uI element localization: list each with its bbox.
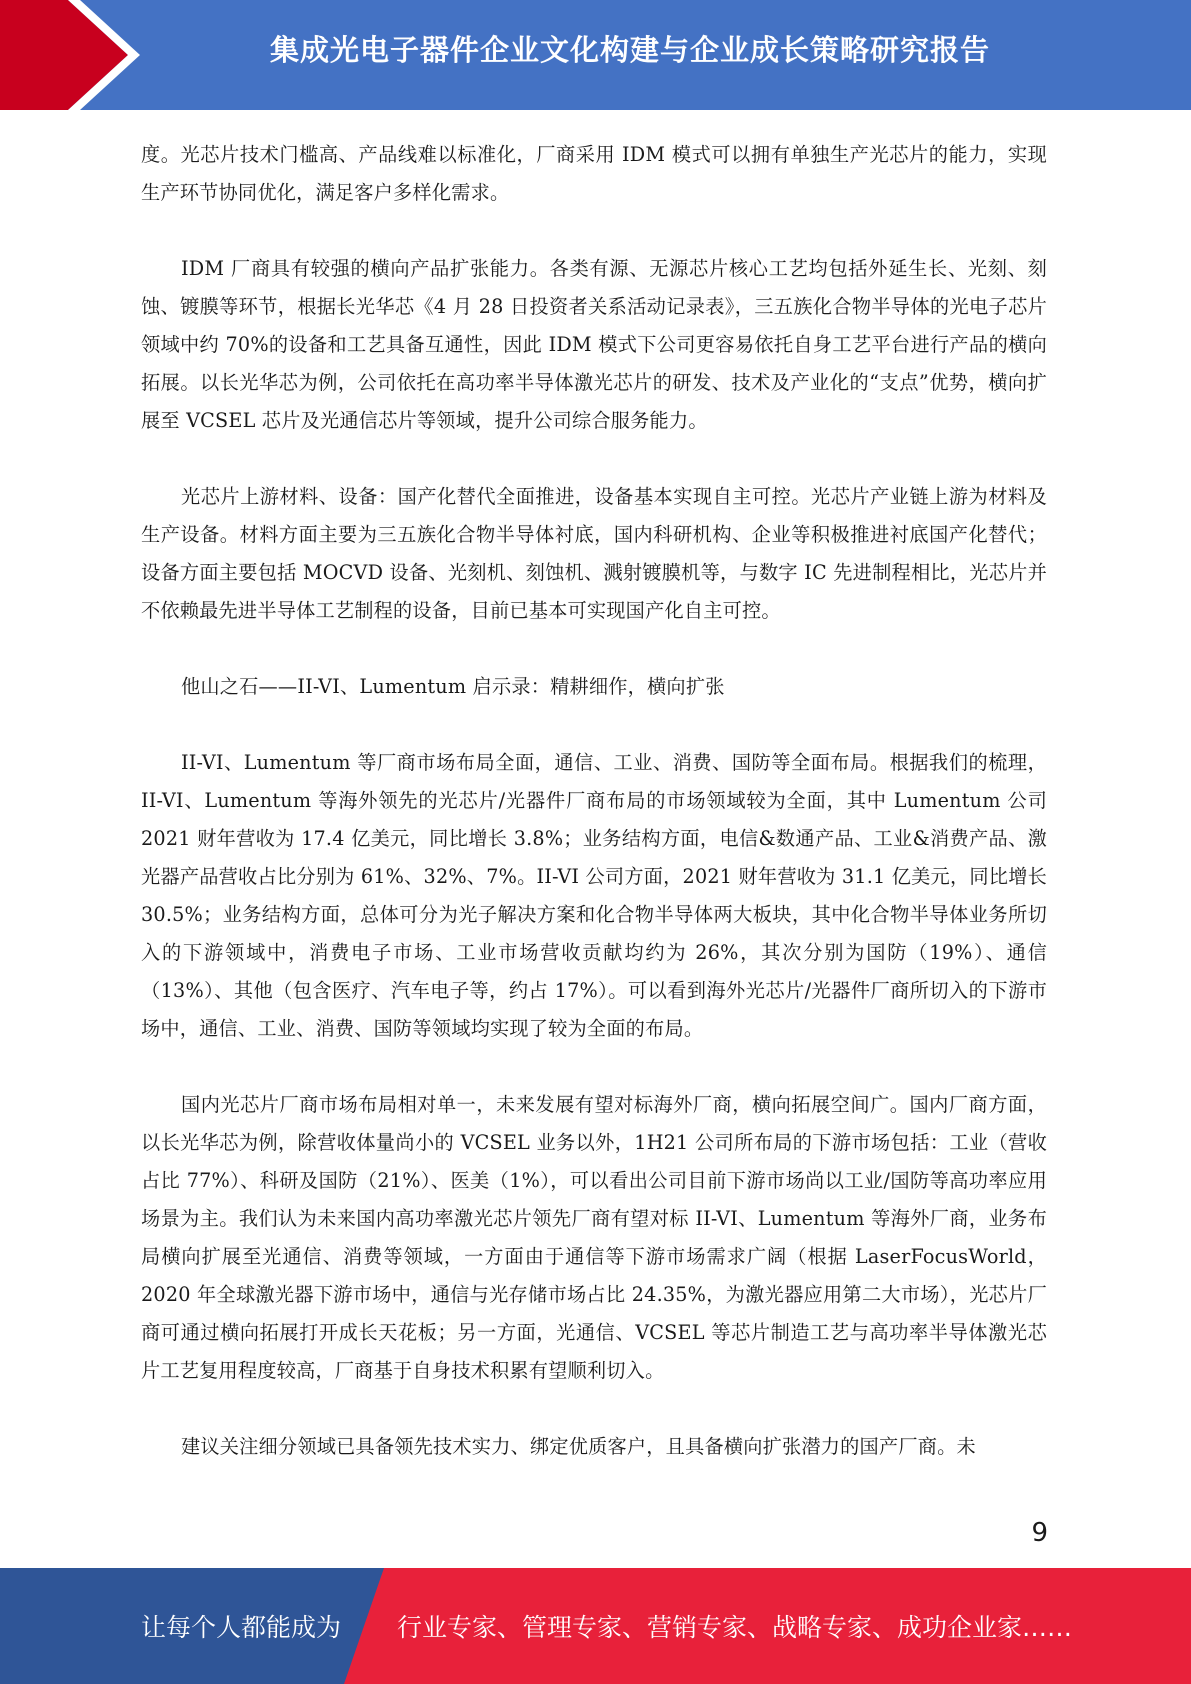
page-number: 9 bbox=[1031, 1518, 1048, 1548]
section-heading: 他山之石——II-VI、Lumentum 启示录：精耕细作，横向扩张 bbox=[181, 675, 725, 698]
footer-slogan-left: 让每个人都能成为 bbox=[141, 1613, 342, 1642]
footer-slogan-right: 行业专家、管理专家、营销专家、战略专家、成功企业家…… bbox=[397, 1613, 1073, 1642]
footer-band bbox=[0, 1568, 1191, 1684]
paragraph-2: IDM 厂商具有较强的横向产品扩张能力。各类有源、无源芯片核心工艺均包括外延生长、光刻、刻蚀、镀膜等环节，根据长光华芯《4 月 28 日投资者关系活动记录表》，三五族化合物半导体的光电子芯片领域中约 70%的设备和工艺具备互通性，因此 IDM 模式下公司更容易依托自身工艺平台进行产品的横向拓展。以长光华芯为例，公司依托在高功率半导体激光芯片的研发、技术及产业化的“支点”优势，横向扩展至 VCSEL 芯片及光通信芯片等领域，提升公司综合服务能力。 bbox=[141, 257, 1047, 432]
paragraph-1: 度。光芯片技术门槛高、产品线难以标准化，厂商采用 IDM 模式可以拥有单独生产光芯片的能力，实现生产环节协同优化，满足客户多样化需求。 bbox=[141, 143, 1047, 204]
paragraph-3: 光芯片上游材料、设备：国产化替代全面推进，设备基本实现自主可控。光芯片产业链上游为材料及生产设备。材料方面主要为三五族化合物半导体衬底，国内科研机构、企业等积极推进衬底国产化替代；设备方面主要包括 MOCVD 设备、光刻机、刻蚀机、溅射镀膜机等，与数字 IC 先进制程相比，光芯片并不依赖最先进半导体工艺制程的设备，目前已基本可实现国产化自主可控。 bbox=[141, 485, 1047, 622]
header-band bbox=[0, 0, 1191, 110]
paragraph-6: 建议关注细分领域已具备领先技术实力、绑定优质客户，且具备横向扩张潜力的国产厂商。未 bbox=[181, 1435, 976, 1458]
header-chevron-decoration bbox=[0, 0, 160, 110]
paragraph-5: 国内光芯片厂商市场布局相对单一，未来发展有望对标海外厂商，横向拓展空间广。国内厂商方面，以长光华芯为例，除营收体量尚小的 VCSEL 业务以外，1H21 公司所布局的下游市场包括：工业（营收占比 77%）、科研及国防（21%）、医美（1%），可以看出公司目前下游市场尚以工业/国防等高功率应用场景为主。我们认为未来国内高功率激光芯片领先厂商有望对标 II-VI、Lumentum 等海外厂商，业务布局横向扩展至光通信、消费等领域，一方面由于通信等下游市场需求广阔（根据 LaserFocusWorld，2020 年全球激光器下游市场中，通信与光存储市场占比 24.35%，为激光器应用第二大市场），光芯片厂商可通过横向拓展打开成长天花板；另一方面，光通信、VCSEL 等芯片制造工艺与高功率半导体激光芯片工艺复用程度较高，厂商基于自身技术积累有望顺利切入。 bbox=[141, 1093, 1047, 1382]
document-title: 集成光电子器件企业文化构建与企业成长策略研究报告 bbox=[269, 33, 990, 67]
document-body bbox=[141, 136, 1047, 1466]
paragraph-4: II-VI、Lumentum 等厂商市场布局全面，通信、工业、消费、国防等全面布局。根据我们的梳理，II-VI、Lumentum 等海外领先的光芯片/光器件厂商布局的市场领域较为全面，其中 Lumentum 公司 2021 财年营收为 17.4 亿美元，同比增长 3.8%；业务结构方面，电信&数通产品、工业&消费产品、激光器产品营收占比分别为 61%、32%、7%。II-VI 公司方面，2021 财年营收为 31.1 亿美元，同比增长 30.5%；业务结构方面，总体可分为光子解决方案和化合物半导体两大板块，其中化合物半导体业务所切入的下游领域中，消费电子市场、工业市场营收贡献均约为 26%，其次分别为国防（19%）、通信（13%）、其他（包含医疗、汽车电子等，约占 17%）。可以看到海外光芯片/光器件厂商所切入的下游市场中，通信、工业、消费、国防等领域均实现了较为全面的布局。 bbox=[141, 751, 1047, 1040]
